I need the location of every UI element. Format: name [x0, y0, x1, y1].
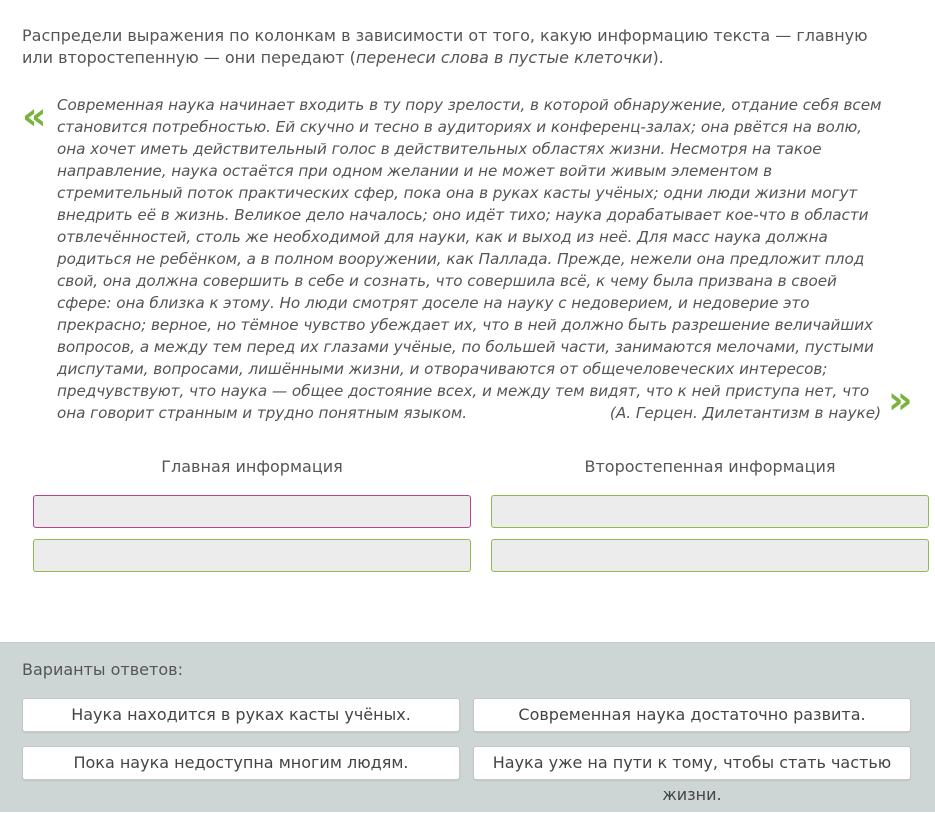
- quote-author: (А. Герцен. Дилетантизм в науке): [609, 404, 881, 422]
- answer-option[interactable]: Наука уже на пути к тому, чтобы стать частью жизни.: [473, 746, 911, 780]
- answer-options-panel: [0, 642, 935, 813]
- task-instruction: [22, 25, 902, 69]
- secondary-info-slot-1[interactable]: [491, 495, 929, 528]
- instruction-hint: перенеси слова в пустые клеточки: [355, 48, 653, 67]
- open-quote-icon: «: [22, 94, 47, 138]
- answer-option[interactable]: Современная наука достаточно развита.: [473, 698, 911, 732]
- main-info-header: Главная информация: [161, 457, 343, 476]
- main-info-slot-1[interactable]: [33, 495, 471, 528]
- secondary-info-slot-2[interactable]: [491, 539, 929, 572]
- main-info-slot-2[interactable]: [33, 539, 471, 572]
- quote-text: Современная наука начинает входить в ту пору зрелости, в которой обнаружение, отдание себя всем становится потребностью. Ей скучно и тесно в аудиториях и конференц-залах; она рвётся на волю, она хочет иметь действительный голос в действительных областях жизни. Несмотря на такое направление, наука остаётся при одном желании и не может войти живым элементом в стремительный поток практических сфер, пока она в руках касты учёных; одни люди жизни могут внедрить её в жизнь. Великое дело началось; оно идёт тихо; наука дорабатывает кое-что в области отвлечённостей, столь же необходимой для науки, как и выход из неё. Для масс наука должна родиться не ребёнком, а в полном вооружении, как Паллада. Прежде, нежели она предложит плод свой, она должна совершить в себе и сознать, что совершила всё, к чему была призвана в своей сфере: она близка к этому. Но люди смотрят доселе на науку с недоверием, и недоверие это прекрасно; верное, но тёмное чувство убеждает их, что в ней должно быть разрешение величайших вопросов, а между тем перед их глазами учёные, по большей части, занимаются мелочами, пустыми диспутами, вопросами, лишёнными жизни, и отворачиваются от общечеловеческих интересов; предчувствуют, что наука — общее достояние всех, и между тем видят, что к ней приступа нет, что она говорит странным и трудно понятным языком.: [57, 96, 882, 422]
- instruction-end: ).: [652, 48, 664, 67]
- answer-option[interactable]: Наука находится в руках касты учёных.: [22, 698, 460, 732]
- secondary-info-header: Второстепенная информация: [584, 457, 836, 476]
- close-quote-icon: »: [888, 378, 913, 422]
- answer-option[interactable]: Пока наука недоступна многим людям.: [22, 746, 460, 780]
- bottom-divider: [0, 812, 935, 829]
- instruction-main: Распредели выражения по колонкам в зависимости от того, какую информацию текста — главную или второстепенную — они передают (: [22, 26, 868, 67]
- answer-options-title: Варианты ответов:: [22, 660, 183, 679]
